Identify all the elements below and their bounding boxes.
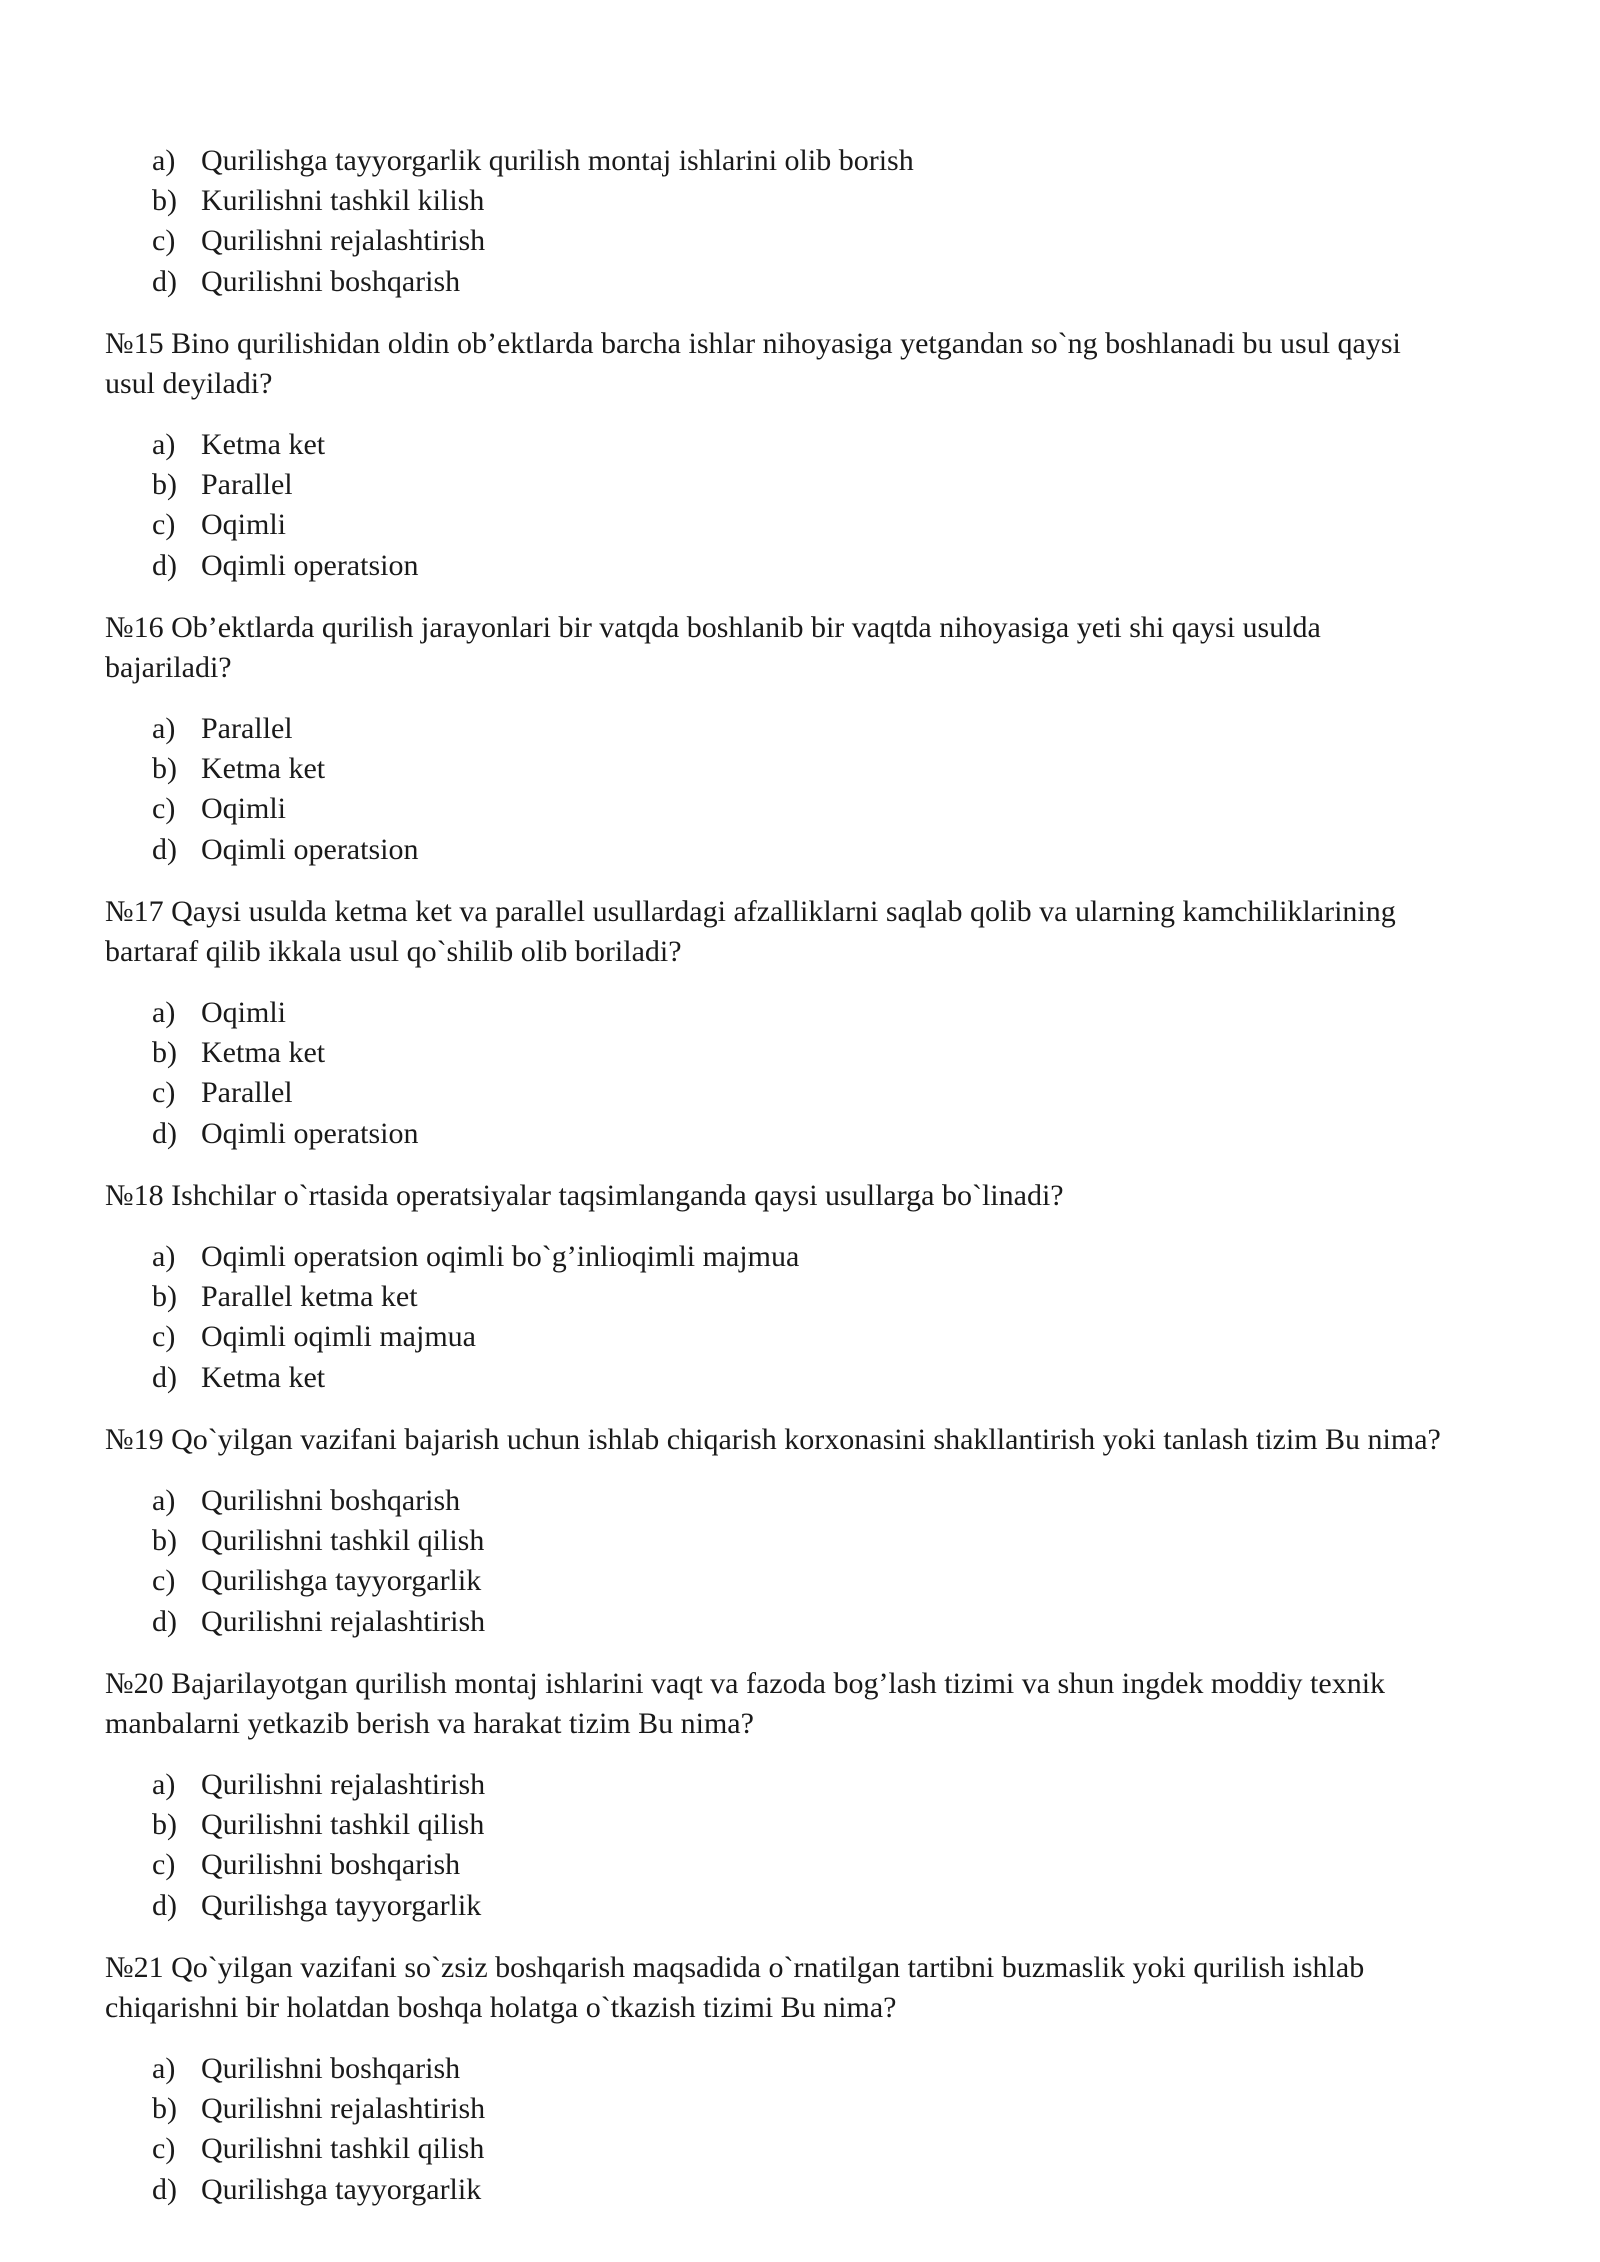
option-c bbox=[152, 1317, 1532, 1357]
option-text: Qurilishni tashkil qilish bbox=[201, 2132, 485, 2166]
option-text: Oqimli operatsion oqimli bo`g’inlioqimli majmua bbox=[201, 1240, 800, 1273]
option-label: d) bbox=[152, 2172, 177, 2206]
option-text: Ketma ket bbox=[201, 1360, 326, 1394]
option-b bbox=[152, 1805, 1532, 1845]
option-a bbox=[152, 1237, 1532, 1277]
option-b bbox=[152, 1277, 1532, 1317]
question-15 bbox=[105, 324, 1565, 404]
option-text: Qurilishni boshqarish bbox=[201, 1484, 461, 1517]
option-b bbox=[152, 749, 1532, 789]
question-17 bbox=[105, 892, 1565, 972]
question-text-line: №20 Bajarilayotgan qurilish montaj ishlarini vaqt va fazoda bog’lash tizimi va shun ingdek moddiy texnik bbox=[105, 1667, 1386, 1700]
option-label: b) bbox=[152, 1808, 177, 1842]
answer-options-q19 bbox=[152, 1481, 1532, 1642]
question-16 bbox=[105, 608, 1565, 688]
question-text-line: usul deyiladi? bbox=[105, 367, 273, 400]
question-21 bbox=[105, 1948, 1565, 2028]
option-d bbox=[152, 546, 1532, 586]
option-text: Qurilishga tayyorgarlik qurilish montaj ishlarini olib borish bbox=[201, 144, 914, 177]
option-d bbox=[152, 1602, 1532, 1642]
option-label: a) bbox=[152, 1240, 176, 1273]
question-18 bbox=[105, 1176, 1565, 1216]
option-text: Parallel bbox=[201, 468, 293, 502]
option-label: b) bbox=[152, 752, 177, 786]
option-label: c) bbox=[152, 1848, 176, 1882]
option-label: b) bbox=[152, 2092, 177, 2126]
option-c bbox=[152, 2129, 1532, 2169]
answer-options-q14 bbox=[152, 141, 1532, 302]
question-19 bbox=[105, 1420, 1565, 1460]
option-text: Qurilishni rejalashtirish bbox=[201, 2092, 486, 2126]
option-label: b) bbox=[152, 1524, 177, 1558]
option-text: Oqimli operatsion bbox=[201, 548, 419, 582]
option-c bbox=[152, 1073, 1532, 1113]
question-text-line: bajariladi? bbox=[105, 651, 232, 684]
option-label: d) bbox=[152, 264, 177, 298]
option-label: d) bbox=[152, 1604, 177, 1638]
option-text: Qurilishga tayyorgarlik bbox=[201, 2172, 482, 2206]
answer-options-q15 bbox=[152, 425, 1532, 586]
option-c bbox=[152, 505, 1532, 545]
option-d bbox=[152, 1114, 1532, 1154]
option-label: d) bbox=[152, 832, 177, 866]
option-d bbox=[152, 830, 1532, 870]
question-text-line: bartaraf qilib ikkala usul qo`shilib olib boriladi? bbox=[105, 935, 682, 968]
option-b bbox=[152, 181, 1532, 221]
question-text-line: chiqarishni bir holatdan boshqa holatga o`tkazish tizimi Bu nima? bbox=[105, 1991, 897, 2024]
question-text-line: №16 Ob’ektlarda qurilish jarayonlari bir vatqda boshlanib bir vaqtda nihoyasiga yeti shi qaysi usulda bbox=[105, 611, 1321, 644]
option-text: Qurilishni tashkil qilish bbox=[201, 1808, 485, 1842]
option-text: Oqimli bbox=[201, 508, 287, 542]
option-a bbox=[152, 425, 1532, 465]
option-label: d) bbox=[152, 1360, 177, 1394]
option-label: b) bbox=[152, 1280, 177, 1314]
option-d bbox=[152, 1358, 1532, 1398]
option-label: c) bbox=[152, 792, 176, 826]
option-a bbox=[152, 1765, 1532, 1805]
option-label: b) bbox=[152, 468, 177, 502]
option-label: b) bbox=[152, 184, 177, 218]
option-text: Kurilishni tashkil kilish bbox=[201, 184, 485, 218]
option-text: Qurilishni rejalashtirish bbox=[201, 1768, 486, 1801]
option-text: Oqimli bbox=[201, 996, 287, 1029]
option-text: Oqimli oqimli majmua bbox=[201, 1320, 476, 1354]
option-b bbox=[152, 465, 1532, 505]
option-d bbox=[152, 2170, 1532, 2210]
answer-options-q20 bbox=[152, 1765, 1532, 1926]
option-label: c) bbox=[152, 1320, 176, 1354]
option-label: c) bbox=[152, 1076, 176, 1110]
answer-options-q16 bbox=[152, 709, 1532, 870]
question-text-line: №15 Bino qurilishidan oldin ob’ektlarda barcha ishlar nihoyasiga yetgandan so`ng boshlanadi bu usul qaysi bbox=[105, 327, 1401, 360]
option-label: d) bbox=[152, 1888, 177, 1922]
option-c bbox=[152, 789, 1532, 829]
option-text: Qurilishni rejalashtirish bbox=[201, 224, 486, 258]
option-b bbox=[152, 2089, 1532, 2129]
option-c bbox=[152, 221, 1532, 261]
option-b bbox=[152, 1033, 1532, 1073]
option-a bbox=[152, 2049, 1532, 2089]
option-label: c) bbox=[152, 1564, 176, 1598]
option-label: a) bbox=[152, 996, 176, 1029]
option-label: a) bbox=[152, 1484, 176, 1517]
question-text-line: №19 Qo`yilgan vazifani bajarish uchun ishlab chiqarish korxonasini shakllantirish yoki tanlash tizim Bu nima? bbox=[105, 1423, 1441, 1456]
question-text-line: №17 Qaysi usulda ketma ket va parallel usullardagi afzalliklarni saqlab qolib va ularning kamchiliklarining bbox=[105, 895, 1396, 928]
option-text: Qurilishni boshqarish bbox=[201, 1848, 461, 1882]
question-text-line: №21 Qo`yilgan vazifani so`zsiz boshqarish maqsadida o`rnatilgan tartibni buzmaslik yoki qurilish ishlab bbox=[105, 1951, 1365, 1984]
option-a bbox=[152, 709, 1532, 749]
answer-options-q18 bbox=[152, 1237, 1532, 1398]
option-label: a) bbox=[152, 144, 176, 177]
option-d bbox=[152, 262, 1532, 302]
option-label: c) bbox=[152, 224, 176, 258]
option-label: b) bbox=[152, 1036, 177, 1070]
option-text: Parallel bbox=[201, 1076, 293, 1110]
option-label: a) bbox=[152, 428, 176, 461]
option-label: c) bbox=[152, 2132, 176, 2166]
option-label: d) bbox=[152, 1116, 177, 1150]
question-text-line: №18 Ishchilar o`rtasida operatsiyalar taqsimlanganda qaysi usullarga bo`linadi? bbox=[105, 1179, 1064, 1212]
option-text: Qurilishni boshqarish bbox=[201, 2052, 461, 2085]
option-label: c) bbox=[152, 508, 176, 542]
option-d bbox=[152, 1886, 1532, 1926]
option-text: Ketma ket bbox=[201, 1036, 326, 1070]
option-a bbox=[152, 141, 1532, 181]
option-text: Qurilishni boshqarish bbox=[201, 264, 461, 298]
option-label: a) bbox=[152, 1768, 176, 1801]
option-label: d) bbox=[152, 548, 177, 582]
question-20 bbox=[105, 1664, 1565, 1744]
option-text: Qurilishga tayyorgarlik bbox=[201, 1564, 482, 1598]
option-b bbox=[152, 1521, 1532, 1561]
option-text: Qurilishga tayyorgarlik bbox=[201, 1888, 482, 1922]
option-label: a) bbox=[152, 712, 176, 745]
option-text: Parallel ketma ket bbox=[201, 1280, 418, 1314]
answer-options-q17 bbox=[152, 993, 1532, 1154]
option-text: Oqimli operatsion bbox=[201, 832, 419, 866]
option-text: Ketma ket bbox=[201, 752, 326, 786]
option-text: Oqimli bbox=[201, 792, 287, 826]
option-text: Ketma ket bbox=[201, 428, 326, 461]
question-text-line: manbalarni yetkazib berish va harakat tizim Bu nima? bbox=[105, 1707, 754, 1740]
option-a bbox=[152, 1481, 1532, 1521]
option-text: Oqimli operatsion bbox=[201, 1116, 419, 1150]
option-a bbox=[152, 993, 1532, 1033]
option-text: Parallel bbox=[201, 712, 293, 745]
answer-options-q21 bbox=[152, 2049, 1532, 2210]
option-c bbox=[152, 1561, 1532, 1601]
option-text: Qurilishni rejalashtirish bbox=[201, 1604, 486, 1638]
option-text: Qurilishni tashkil qilish bbox=[201, 1524, 485, 1558]
option-label: a) bbox=[152, 2052, 176, 2085]
option-c bbox=[152, 1845, 1532, 1885]
